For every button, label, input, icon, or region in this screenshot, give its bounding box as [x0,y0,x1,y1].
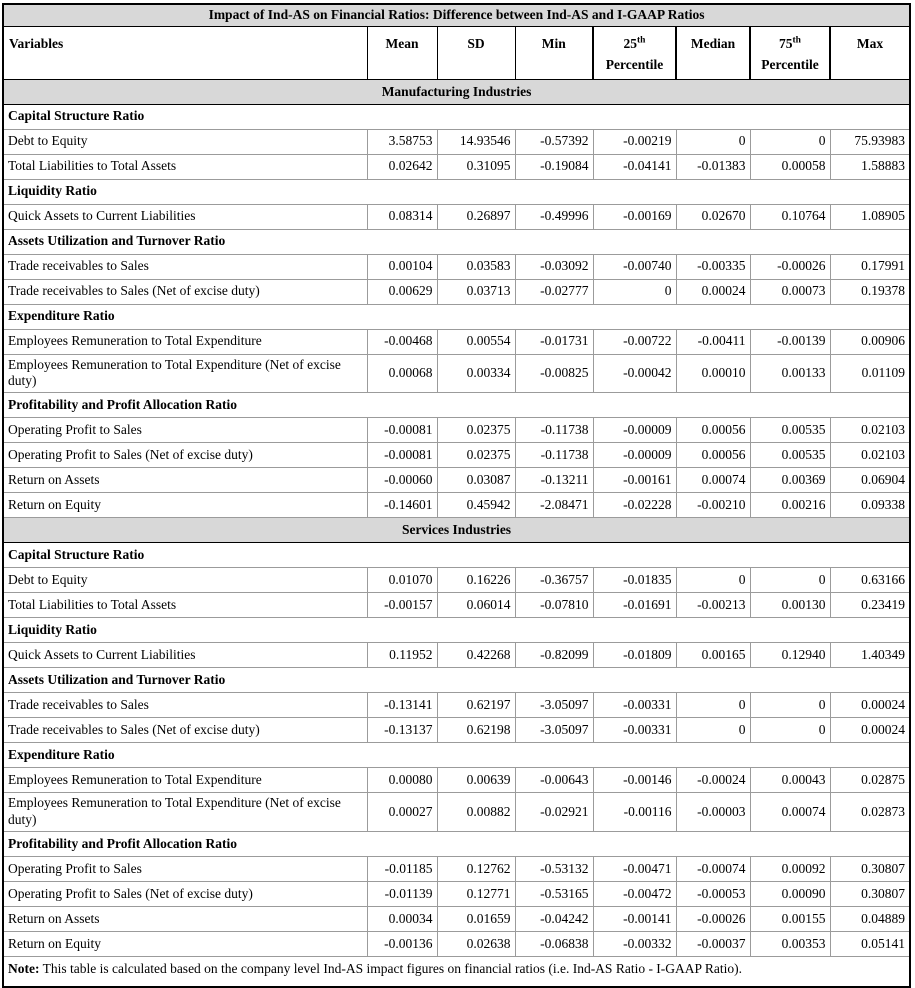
stat-value: 0.00056 [676,443,750,468]
stat-value: -0.00053 [676,882,750,907]
stat-value: 0 [750,718,830,743]
ratio-group-row [3,104,910,129]
stat-value: 0.12762 [437,857,515,882]
stat-value: 0 [676,693,750,718]
stat-value: 0.00024 [676,279,750,304]
percentile-25-superscript: th [637,35,646,45]
variable-label: Operating Profit to Sales (Net of excise duty) [3,443,367,468]
table-note [3,957,910,987]
stat-value: -0.00081 [367,418,437,443]
table-row [3,254,910,279]
table-row [3,279,910,304]
note-row [3,957,910,987]
stat-value: 0.00073 [750,279,830,304]
stat-value: -0.00081 [367,443,437,468]
stat-value: 0.30807 [830,882,910,907]
stat-value: 0.02103 [830,418,910,443]
variable-label: Debt to Equity [3,568,367,593]
stat-value: -0.01139 [367,882,437,907]
stat-value: 1.08905 [830,204,910,229]
stat-value: 0.19378 [830,279,910,304]
column-header-mean: Mean [367,26,437,79]
stat-value: -0.00009 [593,443,676,468]
stat-value: 1.40349 [830,643,910,668]
stat-value: -0.00643 [515,768,593,793]
stat-value: -0.00468 [367,329,437,354]
ratio-group-header: Assets Utilization and Turnover Ratio [3,668,910,693]
stat-value: 0.00056 [676,418,750,443]
stat-value: -0.04141 [593,154,676,179]
stat-value: 0.02638 [437,932,515,957]
stat-value: 0 [676,129,750,154]
variable-label: Employees Remuneration to Total Expenditure (Net of excise duty) [3,793,367,832]
stat-value: 0.00554 [437,329,515,354]
stat-value: 0.02670 [676,204,750,229]
variable-label: Operating Profit to Sales [3,857,367,882]
stat-value: -0.00722 [593,329,676,354]
stat-value: -0.13211 [515,468,593,493]
stat-value: -0.00116 [593,793,676,832]
note-prefix: Note: [8,961,40,976]
industry-section-row [3,79,910,104]
stat-value: -0.11738 [515,443,593,468]
stat-value: -0.53165 [515,882,593,907]
stat-value: -0.00074 [676,857,750,882]
stat-value: -0.01731 [515,329,593,354]
variable-label: Quick Assets to Current Liabilities [3,204,367,229]
stat-value: 0 [593,279,676,304]
stat-value: 0.00882 [437,793,515,832]
column-header-median: Median [676,26,750,79]
stat-value: 0.12940 [750,643,830,668]
stat-value: -0.01383 [676,154,750,179]
stat-value: -0.00332 [593,932,676,957]
stat-value: 0.02642 [367,154,437,179]
column-header-min: Min [515,26,593,79]
stat-value: 0.06904 [830,468,910,493]
table-row [3,154,910,179]
stat-value: -0.00213 [676,593,750,618]
stat-value: -0.02777 [515,279,593,304]
stat-value: -0.00331 [593,693,676,718]
stat-value: 0.00058 [750,154,830,179]
stat-value: -3.05097 [515,693,593,718]
variable-label: Operating Profit to Sales [3,418,367,443]
stat-value: 0.01070 [367,568,437,593]
stat-value: -0.00139 [750,329,830,354]
stat-value: 0.00080 [367,768,437,793]
stat-value: 0.05141 [830,932,910,957]
stat-value: 0.00334 [437,354,515,393]
variable-label: Total Liabilities to Total Assets [3,593,367,618]
stat-value: -0.00026 [750,254,830,279]
column-header-25th-percentile [593,26,676,79]
industry-section-header: Manufacturing Industries [3,79,910,104]
stat-value: 0.00024 [830,693,910,718]
variable-label: Employees Remuneration to Total Expenditure [3,768,367,793]
stat-value: -0.00411 [676,329,750,354]
stat-value: 0.00010 [676,354,750,393]
variable-label: Employees Remuneration to Total Expenditure (Net of excise duty) [3,354,367,393]
ratio-group-header: Profitability and Profit Allocation Ratio [3,832,910,857]
variable-label: Return on Equity [3,932,367,957]
variable-label: Operating Profit to Sales (Net of excise duty) [3,882,367,907]
stat-value: 0.02875 [830,768,910,793]
ratio-group-row [3,618,910,643]
stat-value: -0.00825 [515,354,593,393]
stat-value: 0.00043 [750,768,830,793]
stat-value: -0.00210 [676,493,750,518]
stat-value: -0.13137 [367,718,437,743]
ratio-group-row [3,743,910,768]
ratio-group-header: Liquidity Ratio [3,618,910,643]
table-title: Impact of Ind-AS on Financial Ratios: Difference between Ind-AS and I-GAAP Ratios [3,4,910,26]
stat-value: 0.02873 [830,793,910,832]
stat-value: 0.01109 [830,354,910,393]
ratio-group-header: Expenditure Ratio [3,743,910,768]
ratio-group-row [3,543,910,568]
stat-value: 0.00104 [367,254,437,279]
variable-label: Employees Remuneration to Total Expenditure [3,329,367,354]
stat-value: 0.45942 [437,493,515,518]
stat-value: -0.00136 [367,932,437,957]
stat-value: -0.00161 [593,468,676,493]
stat-value: 0.00165 [676,643,750,668]
stat-value: 0.09338 [830,493,910,518]
stat-value: -0.00335 [676,254,750,279]
ratio-group-row [3,179,910,204]
stat-value: -0.82099 [515,643,593,668]
stat-value: 3.58753 [367,129,437,154]
ratio-group-row [3,304,910,329]
stat-value: -0.06838 [515,932,593,957]
stat-value: 0.30807 [830,857,910,882]
stat-value: 0.03713 [437,279,515,304]
stat-value: 0.00216 [750,493,830,518]
variable-label: Debt to Equity [3,129,367,154]
ratio-group-row [3,229,910,254]
variable-label: Quick Assets to Current Liabilities [3,643,367,668]
stat-value: 0 [750,568,830,593]
stat-value: 0.03583 [437,254,515,279]
stat-value: -0.11738 [515,418,593,443]
stat-value: -0.00331 [593,718,676,743]
stat-value: -0.04242 [515,907,593,932]
financial-ratios-table [2,3,911,988]
table-row [3,204,910,229]
stat-value: -0.07810 [515,593,593,618]
stat-value: 0.00027 [367,793,437,832]
stat-value: 0.42268 [437,643,515,668]
stat-value: 0 [676,568,750,593]
table-row [3,443,910,468]
stat-value: -0.00471 [593,857,676,882]
ratio-group-row [3,668,910,693]
stat-value: -0.00060 [367,468,437,493]
stat-value: 0.02375 [437,443,515,468]
stat-value: 0.00034 [367,907,437,932]
stat-value: 0.00353 [750,932,830,957]
ratio-group-row [3,832,910,857]
stat-value: -0.00042 [593,354,676,393]
stat-value: -0.00157 [367,593,437,618]
percentile-75-superscript: th [792,35,801,45]
column-header-sd: SD [437,26,515,79]
stat-value: 0.00133 [750,354,830,393]
stat-value: -0.00219 [593,129,676,154]
stat-value: 0.08314 [367,204,437,229]
table-row [3,418,910,443]
note-text: This table is calculated based on the company level Ind-AS impact figures on financial ratios (i.e. Ind-AS Ratio - I-GAAP Ratio). [39,961,743,976]
percentile-25-word: Percentile [605,56,664,72]
stat-value: -0.00003 [676,793,750,832]
stat-value: 0.02375 [437,418,515,443]
percentile-25-number: 25 [623,35,638,51]
stat-value: 0 [676,718,750,743]
stat-value: -0.57392 [515,129,593,154]
column-header-variables: Variables [3,26,367,79]
stat-value: 0.00074 [750,793,830,832]
stat-value: 0.00629 [367,279,437,304]
stat-value: -0.00009 [593,418,676,443]
ratio-group-header: Profitability and Profit Allocation Ratio [3,393,910,418]
stat-value: 0.10764 [750,204,830,229]
ratio-group-header: Assets Utilization and Turnover Ratio [3,229,910,254]
stat-value: -0.00141 [593,907,676,932]
industry-section-header: Services Industries [3,518,910,543]
stat-value: 0.62197 [437,693,515,718]
table-row [3,907,910,932]
stat-value: 0.00090 [750,882,830,907]
stat-value: 0.00068 [367,354,437,393]
stat-value: -0.19084 [515,154,593,179]
stat-value: 0.03087 [437,468,515,493]
table-row [3,693,910,718]
table-row [3,568,910,593]
stat-value: 0.00369 [750,468,830,493]
stat-value: 0.17991 [830,254,910,279]
stat-value: -0.01835 [593,568,676,593]
stat-value: 0.11952 [367,643,437,668]
variable-label: Trade receivables to Sales (Net of excise duty) [3,279,367,304]
title-row [3,4,910,26]
percentile-75-word: Percentile [761,56,819,72]
ratio-group-row [3,393,910,418]
table-row [3,329,910,354]
stat-value: 0 [750,129,830,154]
stat-value: -0.01691 [593,593,676,618]
percentile-75-number: 75 [779,35,793,51]
stat-value: 0.23419 [830,593,910,618]
stat-value: 0.26897 [437,204,515,229]
ratio-group-header: Capital Structure Ratio [3,543,910,568]
stat-value: -0.00740 [593,254,676,279]
column-header-row [3,26,910,79]
ratio-group-header: Liquidity Ratio [3,179,910,204]
table-row [3,354,910,393]
stat-value: 0.06014 [437,593,515,618]
stat-value: -2.08471 [515,493,593,518]
stat-value: 0.00130 [750,593,830,618]
industry-section-row [3,518,910,543]
stat-value: -0.13141 [367,693,437,718]
stat-value: -0.01185 [367,857,437,882]
variable-label: Trade receivables to Sales (Net of excise duty) [3,718,367,743]
stat-value: 0.00155 [750,907,830,932]
stat-value: 0.04889 [830,907,910,932]
table-row [3,718,910,743]
stat-value: 0.00092 [750,857,830,882]
variable-label: Trade receivables to Sales [3,254,367,279]
table-row [3,593,910,618]
stat-value: -0.00024 [676,768,750,793]
variable-label: Return on Equity [3,493,367,518]
stat-value: -0.49996 [515,204,593,229]
stat-value: 0.31095 [437,154,515,179]
table-row [3,468,910,493]
ratio-group-header: Expenditure Ratio [3,304,910,329]
stat-value: -0.00037 [676,932,750,957]
stat-value: -0.00472 [593,882,676,907]
stat-value: -0.03092 [515,254,593,279]
variable-label: Total Liabilities to Total Assets [3,154,367,179]
stat-value: -0.02228 [593,493,676,518]
stat-value: -0.00169 [593,204,676,229]
stat-value: -0.02921 [515,793,593,832]
table-row [3,768,910,793]
stat-value: 0.01659 [437,907,515,932]
stat-value: 0.02103 [830,443,910,468]
stat-value: -0.00026 [676,907,750,932]
stat-value: 0.00906 [830,329,910,354]
table-row [3,857,910,882]
stat-value: 0.00535 [750,418,830,443]
stat-value: 75.93983 [830,129,910,154]
table-row [3,882,910,907]
stat-value: 14.93546 [437,129,515,154]
table-row [3,129,910,154]
ratio-group-header: Capital Structure Ratio [3,104,910,129]
variable-label: Return on Assets [3,907,367,932]
stat-value: 0.12771 [437,882,515,907]
table-row [3,643,910,668]
stat-value: 0.00535 [750,443,830,468]
stat-value: -0.00146 [593,768,676,793]
stat-value: -0.53132 [515,857,593,882]
stat-value: 0 [750,693,830,718]
stat-value: -0.14601 [367,493,437,518]
stat-value: 0.16226 [437,568,515,593]
stat-value: -0.36757 [515,568,593,593]
table-row [3,932,910,957]
variable-label: Return on Assets [3,468,367,493]
stat-value: -0.01809 [593,643,676,668]
stat-value: 0.63166 [830,568,910,593]
table-row [3,793,910,832]
column-header-75th-percentile [750,26,830,79]
stat-value: 0.00074 [676,468,750,493]
stat-value: 0.00024 [830,718,910,743]
table-row [3,493,910,518]
stat-value: 1.58883 [830,154,910,179]
variable-label: Trade receivables to Sales [3,693,367,718]
stat-value: -3.05097 [515,718,593,743]
column-header-max: Max [830,26,910,79]
stat-value: 0.62198 [437,718,515,743]
stat-value: 0.00639 [437,768,515,793]
